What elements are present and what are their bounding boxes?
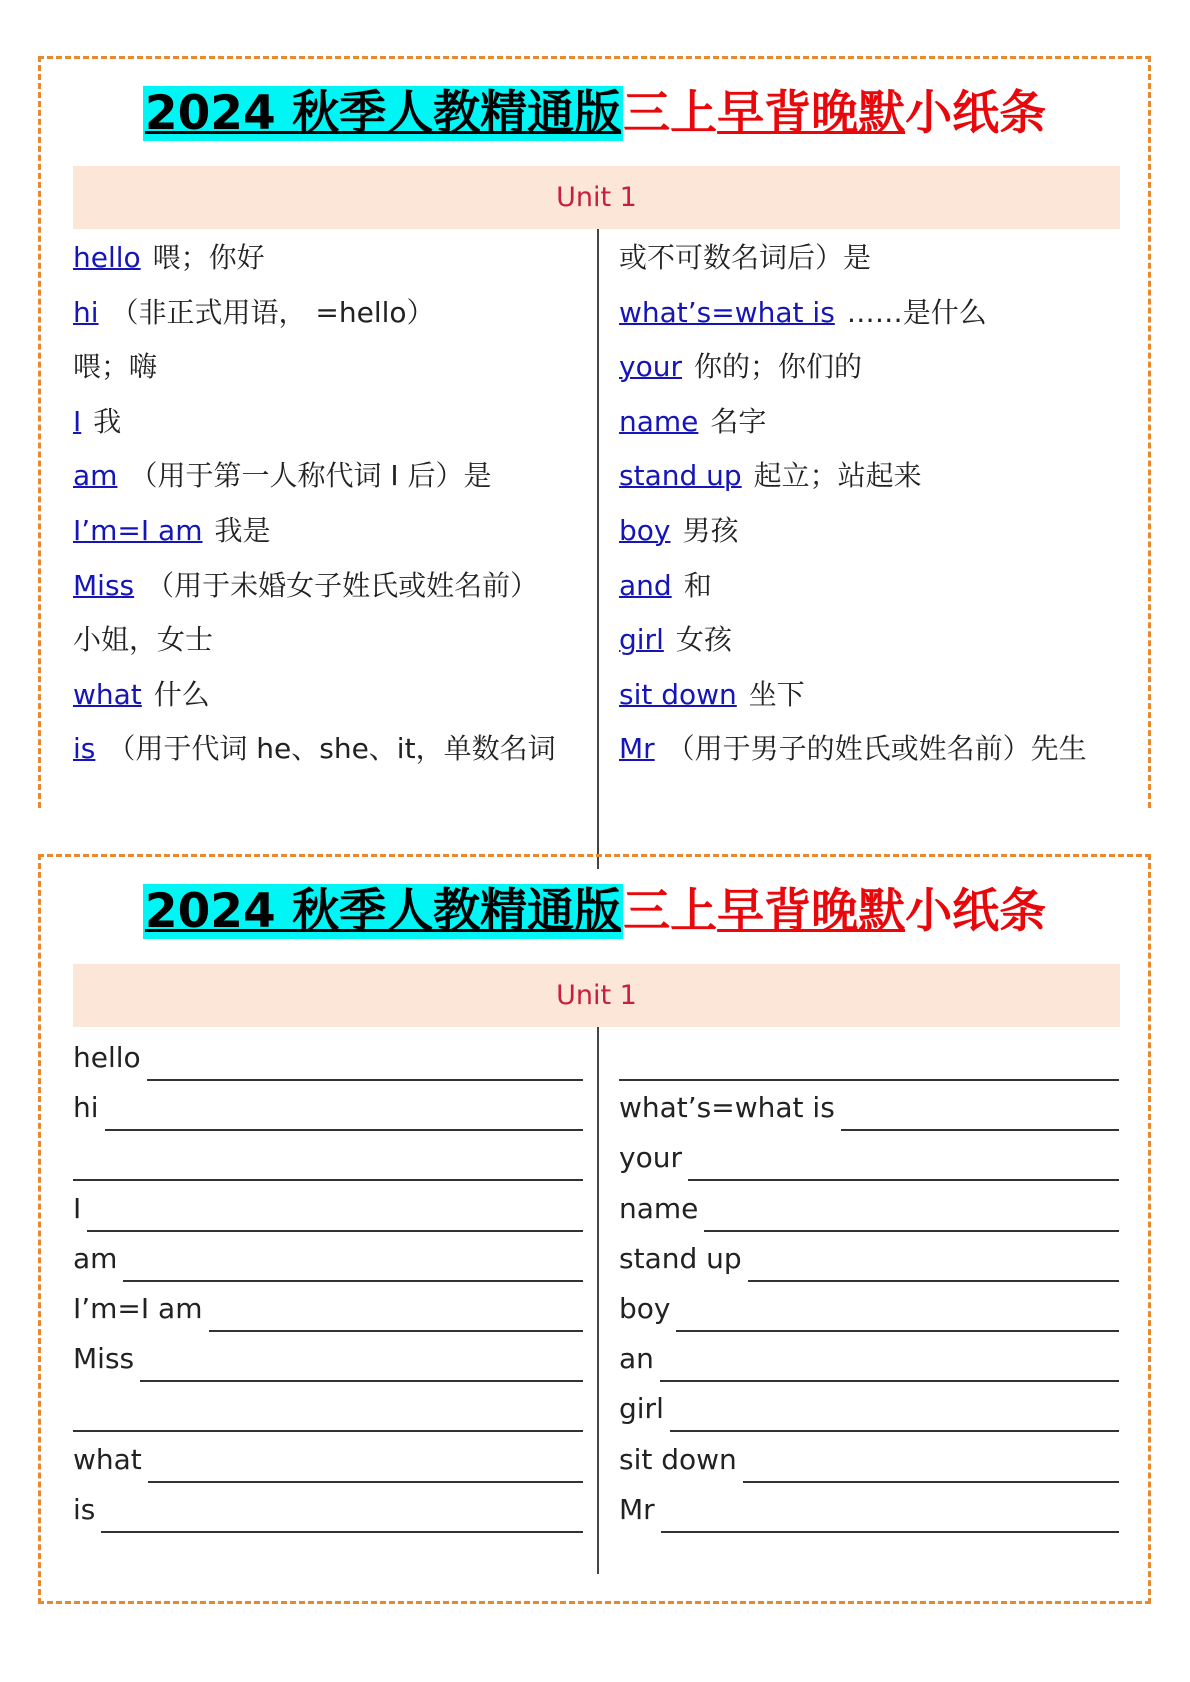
vocab-entry [73, 284, 583, 342]
dictation-prompt: I [73, 1191, 82, 1225]
vocab-entry [73, 666, 583, 724]
dictation-row [73, 1178, 583, 1232]
dictation-prompt: stand up [619, 1241, 742, 1275]
title-part-2: 三上 [623, 86, 718, 141]
dictation-row [73, 1027, 583, 1081]
dictation-row [619, 1027, 1119, 1081]
vocab-meaning: （用于第一人称代词 I 后）是 [129, 459, 492, 493]
dictation-row [73, 1429, 583, 1483]
page-title [41, 73, 1148, 155]
study-right-column [619, 229, 1119, 811]
dictation-row [73, 1127, 583, 1181]
vocab-entry [619, 557, 1119, 615]
title-part-1: 2024 秋季人教精通版 [144, 884, 622, 939]
meaning-continuation: 或不可数名词后）是 [619, 241, 872, 274]
dictation-prompt: sit down [619, 1442, 737, 1476]
vocab-word: hi [73, 295, 99, 329]
dictation-prompt: name [619, 1191, 699, 1225]
dictation-row [619, 1178, 1119, 1232]
vocab-entry [73, 447, 583, 505]
vocab-word: your [619, 350, 682, 384]
dictation-prompt: girl [619, 1392, 664, 1426]
vocab-meaning: （用于代词 he、she、it，单数名词 [107, 732, 556, 766]
vocab-meaning: 女孩 [675, 623, 732, 657]
dictation-prompt: boy [619, 1292, 671, 1325]
column-divider [597, 1027, 599, 1574]
dictation-row [73, 1228, 583, 1282]
vocab-meaning: 喂；你好 [152, 241, 265, 274]
vocab-meaning: ……是什么 [846, 295, 987, 329]
title-part-3: 早背晚默 [717, 86, 906, 141]
answer-blank[interactable] [661, 1531, 1119, 1533]
vocab-entry [73, 611, 583, 669]
vocab-word: what [73, 677, 142, 711]
vocab-entry [619, 720, 1119, 778]
unit-header-2: Unit 1 [73, 964, 1120, 1027]
dictation-row [73, 1278, 583, 1332]
vocab-entry [619, 393, 1119, 451]
dictation-prompt: is [73, 1492, 96, 1526]
vocab-entry [619, 502, 1119, 560]
dictation-row [619, 1127, 1119, 1181]
vocab-entry [619, 229, 1119, 287]
title-part-4: 小纸条 [905, 884, 1047, 939]
vocab-word: name [619, 404, 699, 438]
dictation-prompt: Miss [73, 1342, 135, 1376]
vocab-meaning: 男孩 [682, 514, 739, 547]
vocab-word: hello [73, 241, 141, 274]
dictation-prompt: hi [73, 1091, 99, 1125]
dictation-row [73, 1077, 583, 1131]
vocab-meaning: （非正式用语， =hello） [110, 295, 435, 329]
page-title-2 [41, 871, 1148, 953]
unit-header: Unit 1 [73, 166, 1120, 229]
dictation-row [619, 1077, 1119, 1131]
title-part-2: 三上 [623, 884, 718, 939]
title-part-3: 早背晚默 [717, 884, 906, 939]
dictation-prompt: hello [73, 1041, 141, 1074]
column-divider [597, 229, 599, 869]
meaning-continuation: 喂；嗨 [73, 350, 158, 384]
vocab-entry [619, 666, 1119, 724]
vocab-word: boy [619, 514, 671, 547]
vocab-entry [73, 338, 583, 396]
dictation-left-column [73, 1027, 583, 1587]
vocab-meaning: 坐下 [748, 677, 805, 711]
vocab-entry [619, 338, 1119, 396]
dictation-row [619, 1328, 1119, 1382]
title-part-4: 小纸条 [905, 86, 1047, 141]
dictation-right-column [619, 1027, 1119, 1587]
dictation-row [619, 1479, 1119, 1533]
vocab-meaning: （用于未婚女子姓氏或姓名前） [146, 568, 539, 602]
dictation-prompt: what’s=what is [619, 1091, 835, 1125]
vocab-meaning: 什么 [153, 677, 210, 711]
vocab-meaning: 你的；你们的 [693, 350, 862, 384]
study-card [38, 56, 1151, 808]
title-part-1: 2024 秋季人教精通版 [144, 86, 622, 141]
vocab-word: I [73, 404, 82, 438]
vocab-meaning: （用于男子的姓氏或姓名前）先生 [666, 732, 1087, 766]
answer-blank[interactable] [101, 1531, 583, 1533]
vocab-word: girl [619, 623, 664, 657]
vocab-meaning: 起立；站起来 [753, 459, 922, 493]
vocab-entry [73, 502, 583, 560]
vocab-entry [73, 557, 583, 615]
dictation-row [619, 1429, 1119, 1483]
dictation-prompt: Mr [619, 1492, 655, 1526]
vocab-word: stand up [619, 459, 742, 493]
vocab-entry [619, 611, 1119, 669]
vocab-meaning: 我 [93, 404, 122, 438]
dictation-prompt: your [619, 1141, 682, 1175]
dictation-prompt: an [619, 1342, 654, 1376]
meaning-continuation: 小姐，女士 [73, 623, 214, 657]
dictation-row [73, 1479, 583, 1533]
vocab-meaning: 和 [683, 568, 712, 602]
dictation-row [619, 1228, 1119, 1282]
vocab-meaning: 名字 [710, 404, 767, 438]
dictation-row [73, 1328, 583, 1382]
vocab-word: is [73, 732, 96, 766]
vocab-entry [619, 284, 1119, 342]
dictation-card [38, 854, 1151, 1604]
dictation-row [73, 1378, 583, 1432]
dictation-prompt: what [73, 1442, 142, 1476]
vocab-entry [73, 720, 583, 778]
dictation-row [619, 1278, 1119, 1332]
vocab-word: Mr [619, 732, 655, 766]
study-left-column [73, 229, 583, 811]
vocab-word: I’m=I am [73, 514, 203, 547]
vocab-word: am [73, 459, 118, 493]
vocab-entry [619, 447, 1119, 505]
dictation-row [619, 1378, 1119, 1432]
vocab-meaning: 我是 [214, 514, 271, 547]
vocab-word: what’s=what is [619, 295, 835, 329]
vocab-entry [73, 393, 583, 451]
vocab-word: and [619, 568, 672, 602]
dictation-prompt: am [73, 1241, 118, 1275]
vocab-entry [73, 229, 583, 287]
vocab-word: Miss [73, 568, 135, 602]
vocab-word: sit down [619, 677, 737, 711]
dictation-prompt: I’m=I am [73, 1292, 203, 1325]
